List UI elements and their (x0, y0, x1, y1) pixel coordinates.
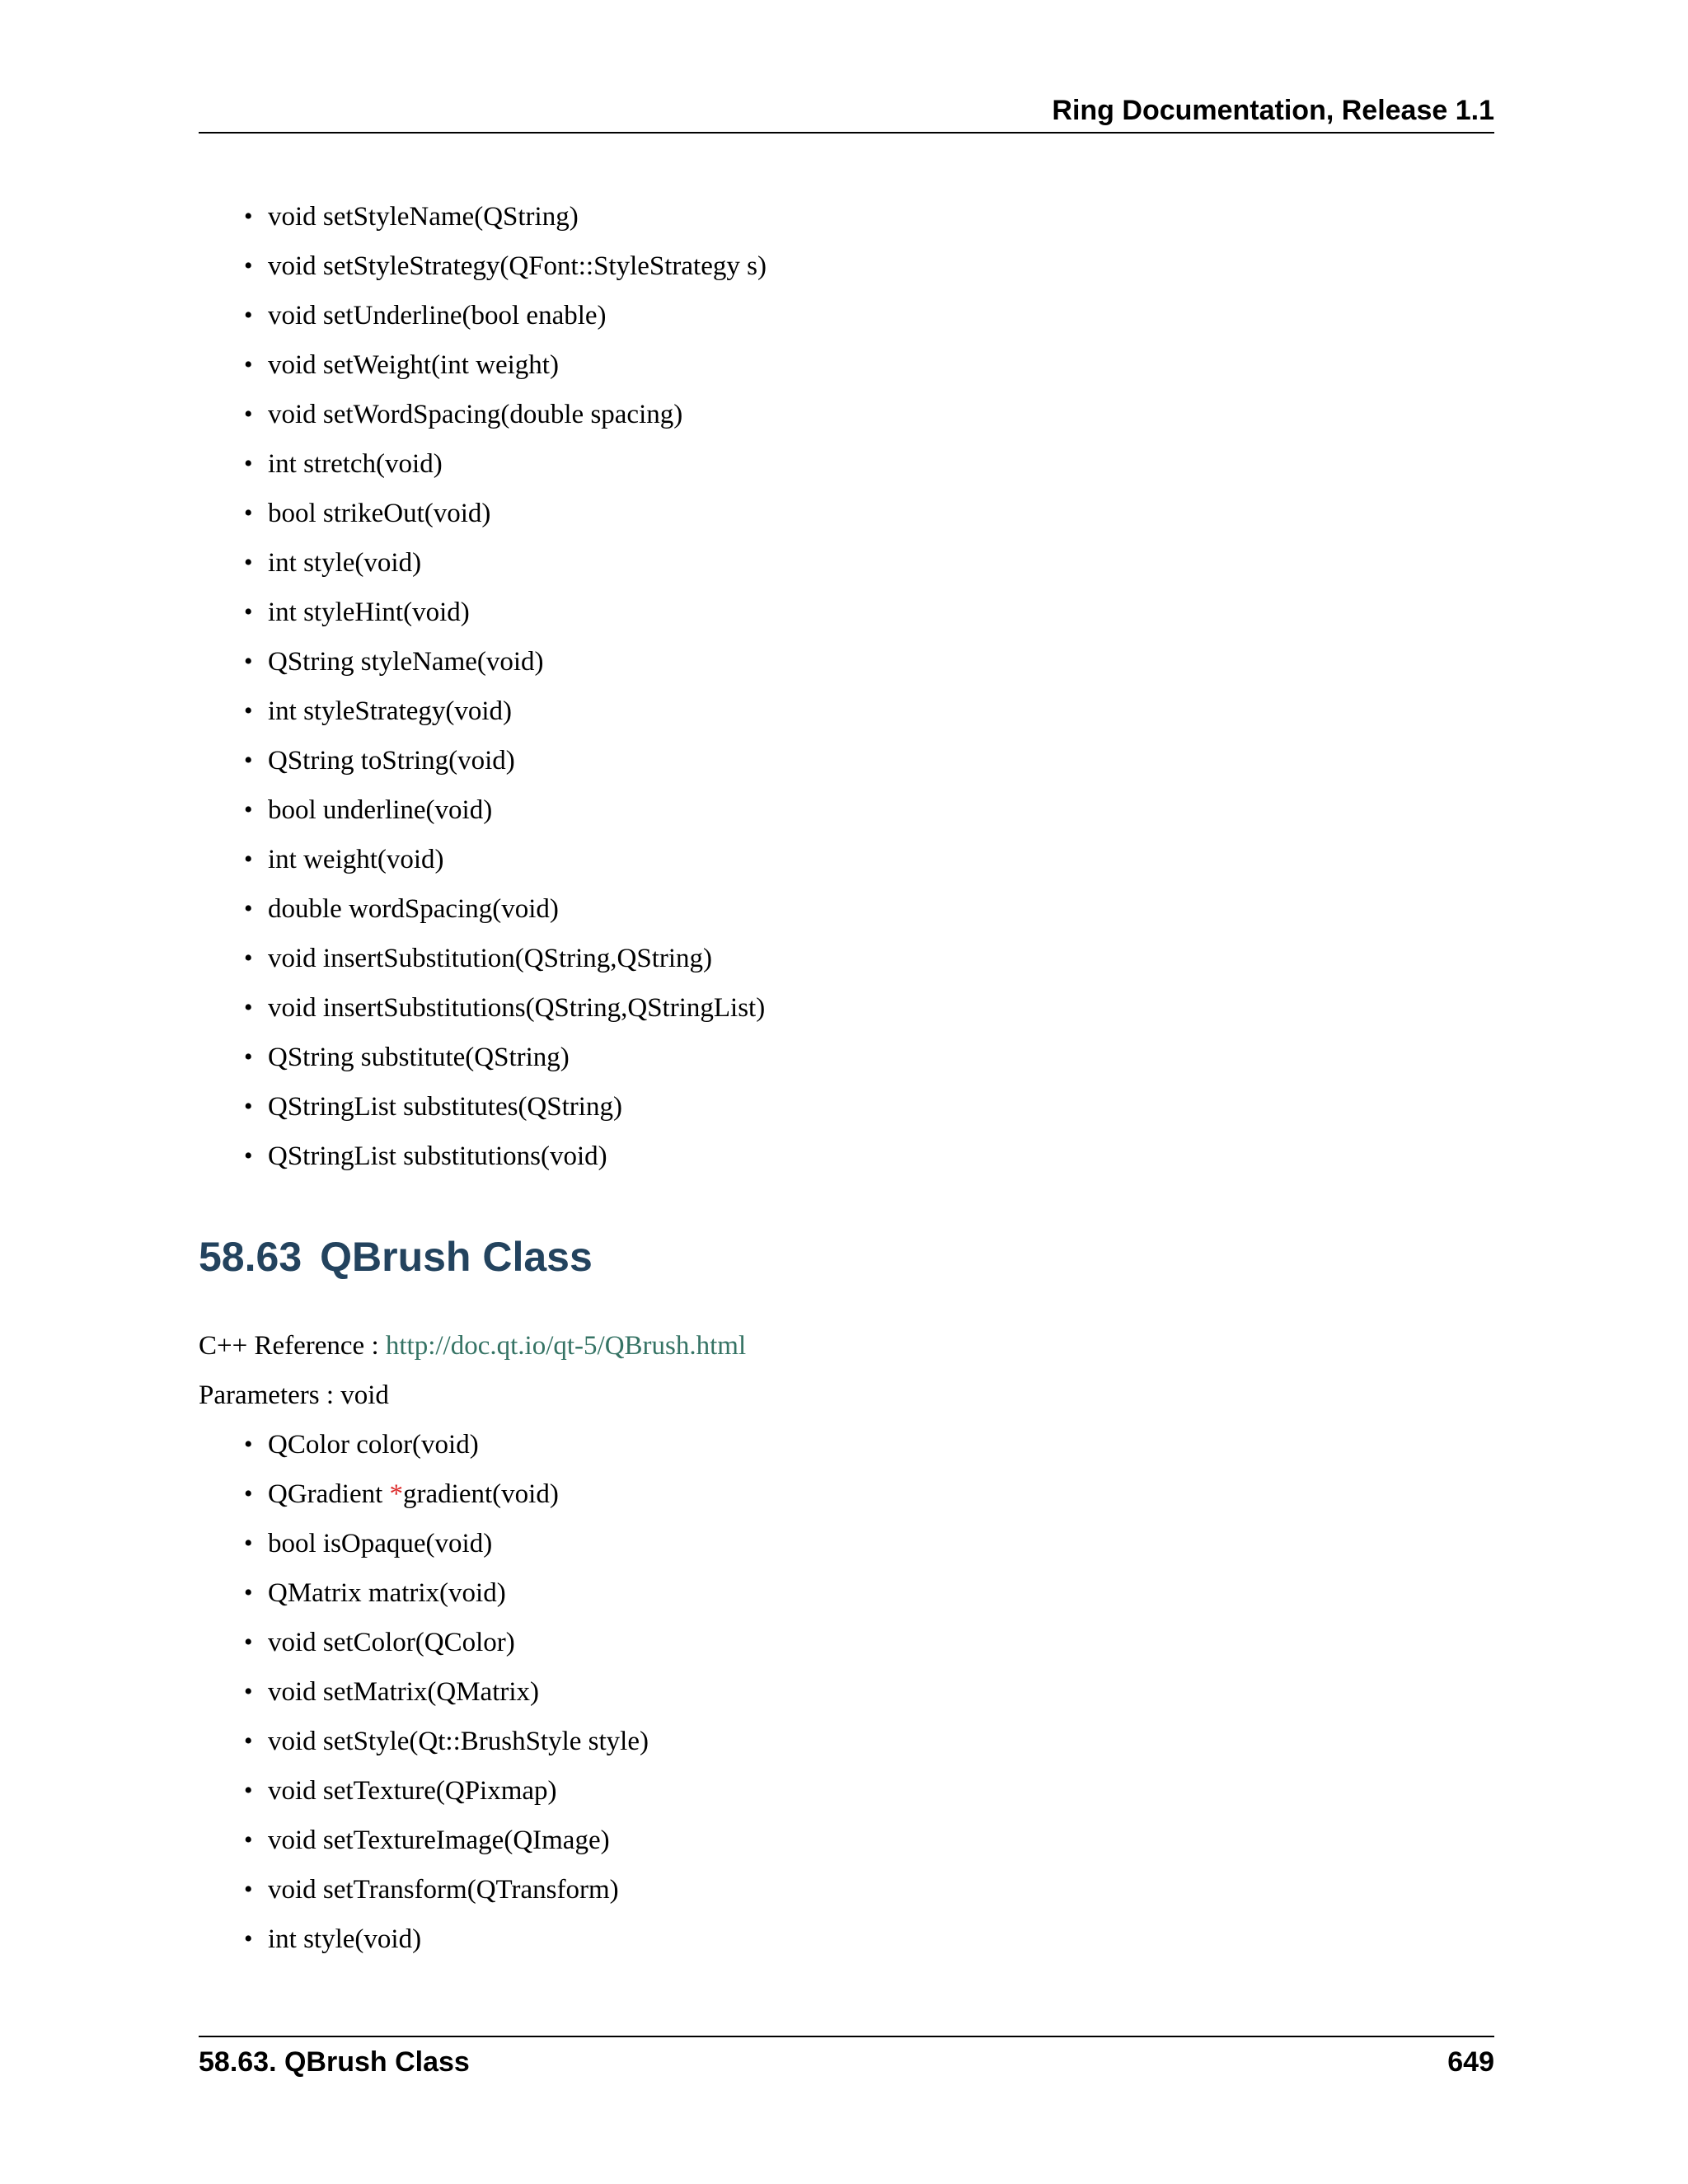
method-signature: int style(void) (268, 548, 422, 578)
bullet-icon: • (244, 1629, 253, 1656)
list-item (244, 983, 767, 1033)
footer-section-title: 58.63. QBrush Class (199, 2046, 470, 2078)
section-title: QBrush Class (320, 1234, 593, 1280)
reference-label: C++ Reference : (199, 1331, 386, 1361)
method-signature: int styleHint(void) (268, 598, 470, 627)
method-list-qbrush (244, 1420, 649, 1964)
bullet-icon: • (244, 302, 253, 329)
bullet-icon: • (244, 549, 253, 576)
bullet-icon: • (244, 1876, 253, 1903)
method-signature: bool underline(void) (268, 795, 493, 825)
method-signature: void setStyleName(QString) (268, 202, 579, 232)
list-item (244, 340, 767, 390)
list-item (244, 884, 767, 934)
bullet-icon: • (244, 1142, 253, 1169)
method-signature: void setWordSpacing(double spacing) (268, 400, 683, 429)
method-signature: void setWeight(int weight) (268, 350, 559, 380)
method-signature: QStringList substitutions(void) (268, 1141, 607, 1171)
method-signature: void setStyleStrategy(QFont::StyleStrategy s) (268, 251, 767, 281)
method-signature: void setTexture(QPixmap) (268, 1776, 557, 1806)
bullet-icon: • (244, 1777, 253, 1804)
parameters-line: Parameters : void (199, 1380, 389, 1410)
bullet-icon: • (244, 1480, 253, 1507)
bullet-icon: • (244, 1043, 253, 1071)
list-item (244, 439, 767, 489)
pointer-asterisk: * (389, 1479, 404, 1509)
list-item (244, 291, 767, 340)
method-signature: QString styleName(void) (268, 647, 544, 677)
method-signature: int stretch(void) (268, 449, 443, 479)
list-item (244, 192, 767, 241)
bullet-icon: • (244, 648, 253, 675)
section-number: 58.63 (199, 1234, 302, 1280)
list-item (244, 588, 767, 637)
bullet-icon: • (244, 994, 253, 1021)
bullet-icon: • (244, 1093, 253, 1120)
bullet-icon: • (244, 351, 253, 378)
bullet-icon: • (244, 1579, 253, 1606)
bullet-icon: • (244, 1727, 253, 1755)
method-signature: int style(void) (268, 1924, 422, 1954)
list-item (244, 736, 767, 785)
method-signature: bool strikeOut(void) (268, 499, 491, 528)
list-item (244, 241, 767, 291)
bullet-icon: • (244, 252, 253, 279)
list-item (244, 934, 767, 983)
method-list-qfont (244, 192, 767, 1181)
bullet-icon: • (244, 796, 253, 823)
method-signature: void setMatrix(QMatrix) (268, 1677, 540, 1707)
bullet-icon: • (244, 1678, 253, 1705)
method-signature: QString toString(void) (268, 746, 515, 776)
list-item (244, 1420, 649, 1469)
list-item (244, 1667, 649, 1717)
list-item (244, 1568, 649, 1618)
method-signature: void setUnderline(bool enable) (268, 301, 607, 330)
method-signature (268, 1479, 559, 1509)
page-footer (199, 2036, 1494, 2087)
list-item (244, 1082, 767, 1132)
method-signature: QString substitute(QString) (268, 1043, 570, 1072)
bullet-icon: • (244, 1431, 253, 1458)
method-signature: int weight(void) (268, 845, 444, 874)
bullet-icon: • (244, 944, 253, 972)
list-item (244, 1915, 649, 1964)
list-item (244, 1717, 649, 1766)
list-item (244, 785, 767, 835)
list-item (244, 1766, 649, 1816)
list-item (244, 1816, 649, 1865)
list-item (244, 1865, 649, 1915)
list-item (244, 1132, 767, 1181)
method-name: gradient(void) (403, 1479, 559, 1509)
method-signature: QColor color(void) (268, 1430, 479, 1460)
bullet-icon: • (244, 450, 253, 477)
method-signature: QMatrix matrix(void) (268, 1578, 506, 1608)
bullet-icon: • (244, 1925, 253, 1952)
method-signature: bool isOpaque(void) (268, 1529, 493, 1558)
qbrush-reference-link[interactable]: http://doc.qt.io/qt-5/QBrush.html (385, 1331, 747, 1361)
bullet-icon: • (244, 697, 253, 724)
method-signature: void setStyle(Qt::BrushStyle style) (268, 1727, 649, 1756)
method-signature: void insertSubstitution(QString,QString) (268, 944, 713, 973)
list-item (244, 1519, 649, 1568)
method-signature: void insertSubstitutions(QString,QStringList) (268, 993, 766, 1023)
bullet-icon: • (244, 846, 253, 873)
bullet-icon: • (244, 598, 253, 626)
list-item (244, 390, 767, 439)
cpp-reference-line (199, 1328, 746, 1364)
list-item (244, 1033, 767, 1082)
bullet-icon: • (244, 1826, 253, 1854)
method-signature: void setTransform(QTransform) (268, 1875, 619, 1905)
list-item (244, 1469, 649, 1519)
method-signature: void setColor(QColor) (268, 1628, 515, 1657)
list-item (244, 1618, 649, 1667)
bullet-icon: • (244, 203, 253, 230)
method-signature: int styleStrategy(void) (268, 696, 513, 726)
page-header (199, 89, 1494, 134)
return-type: QGradient (268, 1479, 390, 1509)
page-number: 649 (1447, 2046, 1494, 2078)
list-item (244, 835, 767, 884)
bullet-icon: • (244, 499, 253, 527)
bullet-icon: • (244, 895, 253, 922)
bullet-icon: • (244, 747, 253, 774)
document-title: Ring Documentation, Release 1.1 (1052, 95, 1494, 126)
method-signature: QStringList substitutes(QString) (268, 1092, 622, 1122)
bullet-icon: • (244, 1530, 253, 1557)
section-heading (199, 1232, 593, 1282)
method-signature: void setTextureImage(QImage) (268, 1825, 610, 1855)
list-item (244, 489, 767, 538)
list-item (244, 637, 767, 687)
list-item (244, 538, 767, 588)
method-signature: double wordSpacing(void) (268, 894, 559, 924)
list-item (244, 687, 767, 736)
bullet-icon: • (244, 401, 253, 428)
